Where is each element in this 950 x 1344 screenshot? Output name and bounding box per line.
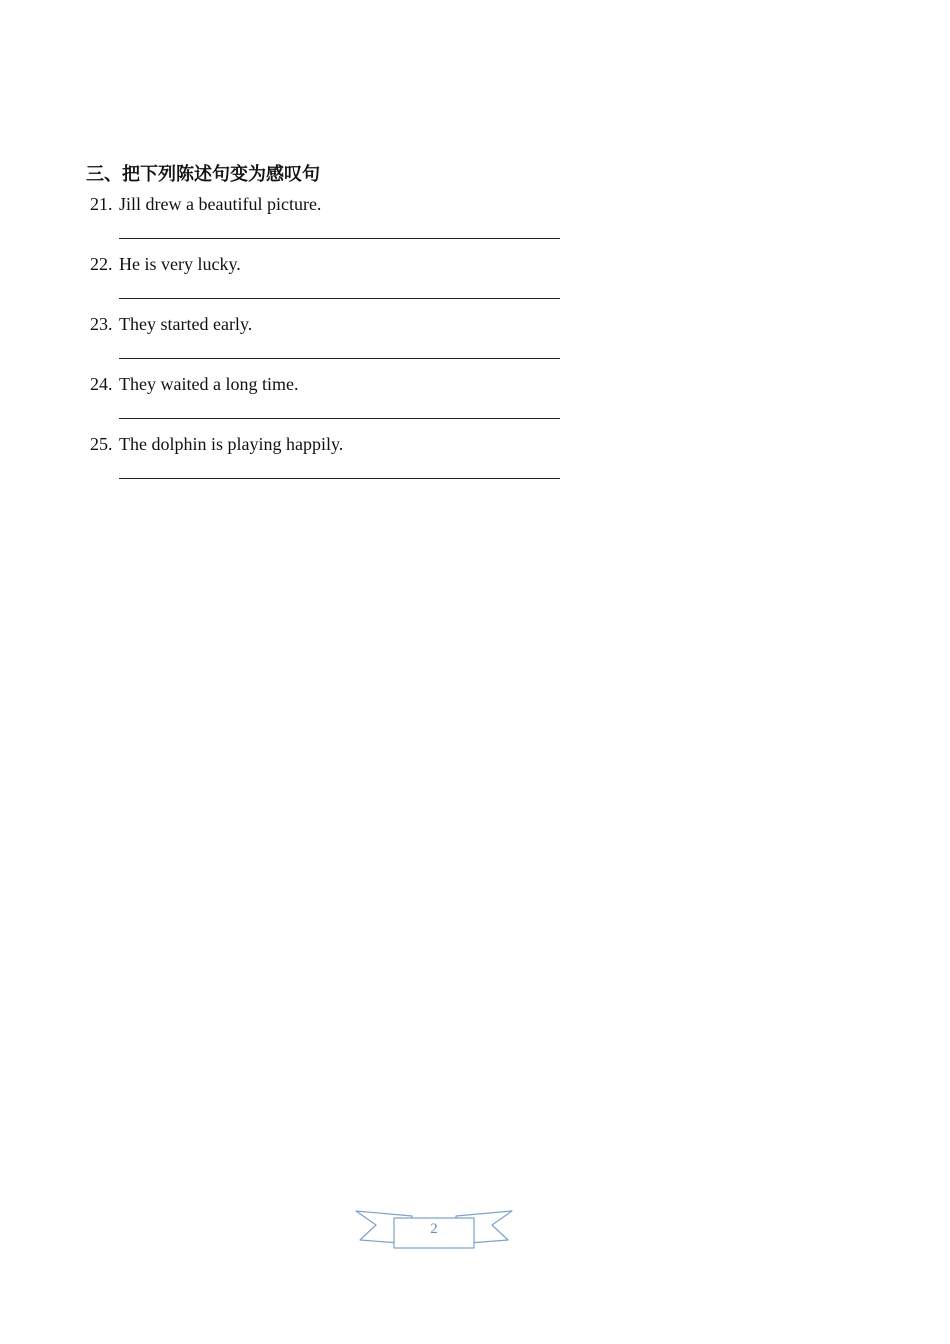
- question-sentence: They started early.: [119, 314, 253, 334]
- page-footer: [354, 1206, 514, 1252]
- answer-blank-line[interactable]: [119, 418, 560, 419]
- question-item: [90, 432, 570, 492]
- question-number: 22.: [90, 254, 113, 274]
- question-text-row: [90, 372, 298, 396]
- question-number: 24.: [90, 374, 113, 394]
- page-number: 2: [430, 1221, 438, 1237]
- question-item: [90, 252, 570, 312]
- question-text-row: [90, 252, 241, 276]
- answer-blank-line[interactable]: [119, 238, 560, 239]
- question-number: 23.: [90, 314, 113, 334]
- section-title: 三、把下列陈述句变为感叹句: [86, 164, 320, 185]
- question-sentence: They waited a long time.: [119, 374, 299, 394]
- question-item: [90, 312, 570, 372]
- question-sentence: Jill drew a beautiful picture.: [119, 194, 322, 214]
- question-number: 25.: [90, 434, 113, 454]
- question-text-row: [90, 312, 252, 336]
- question-item: [90, 372, 570, 432]
- question-sentence: He is very lucky.: [119, 254, 241, 274]
- question-number: 21.: [90, 194, 113, 214]
- answer-blank-line[interactable]: [119, 478, 560, 479]
- question-item: [90, 192, 570, 252]
- answer-blank-line[interactable]: [119, 298, 560, 299]
- answer-blank-line[interactable]: [119, 358, 560, 359]
- question-sentence: The dolphin is playing happily.: [119, 434, 344, 454]
- question-text-row: [90, 432, 343, 456]
- question-text-row: [90, 192, 321, 216]
